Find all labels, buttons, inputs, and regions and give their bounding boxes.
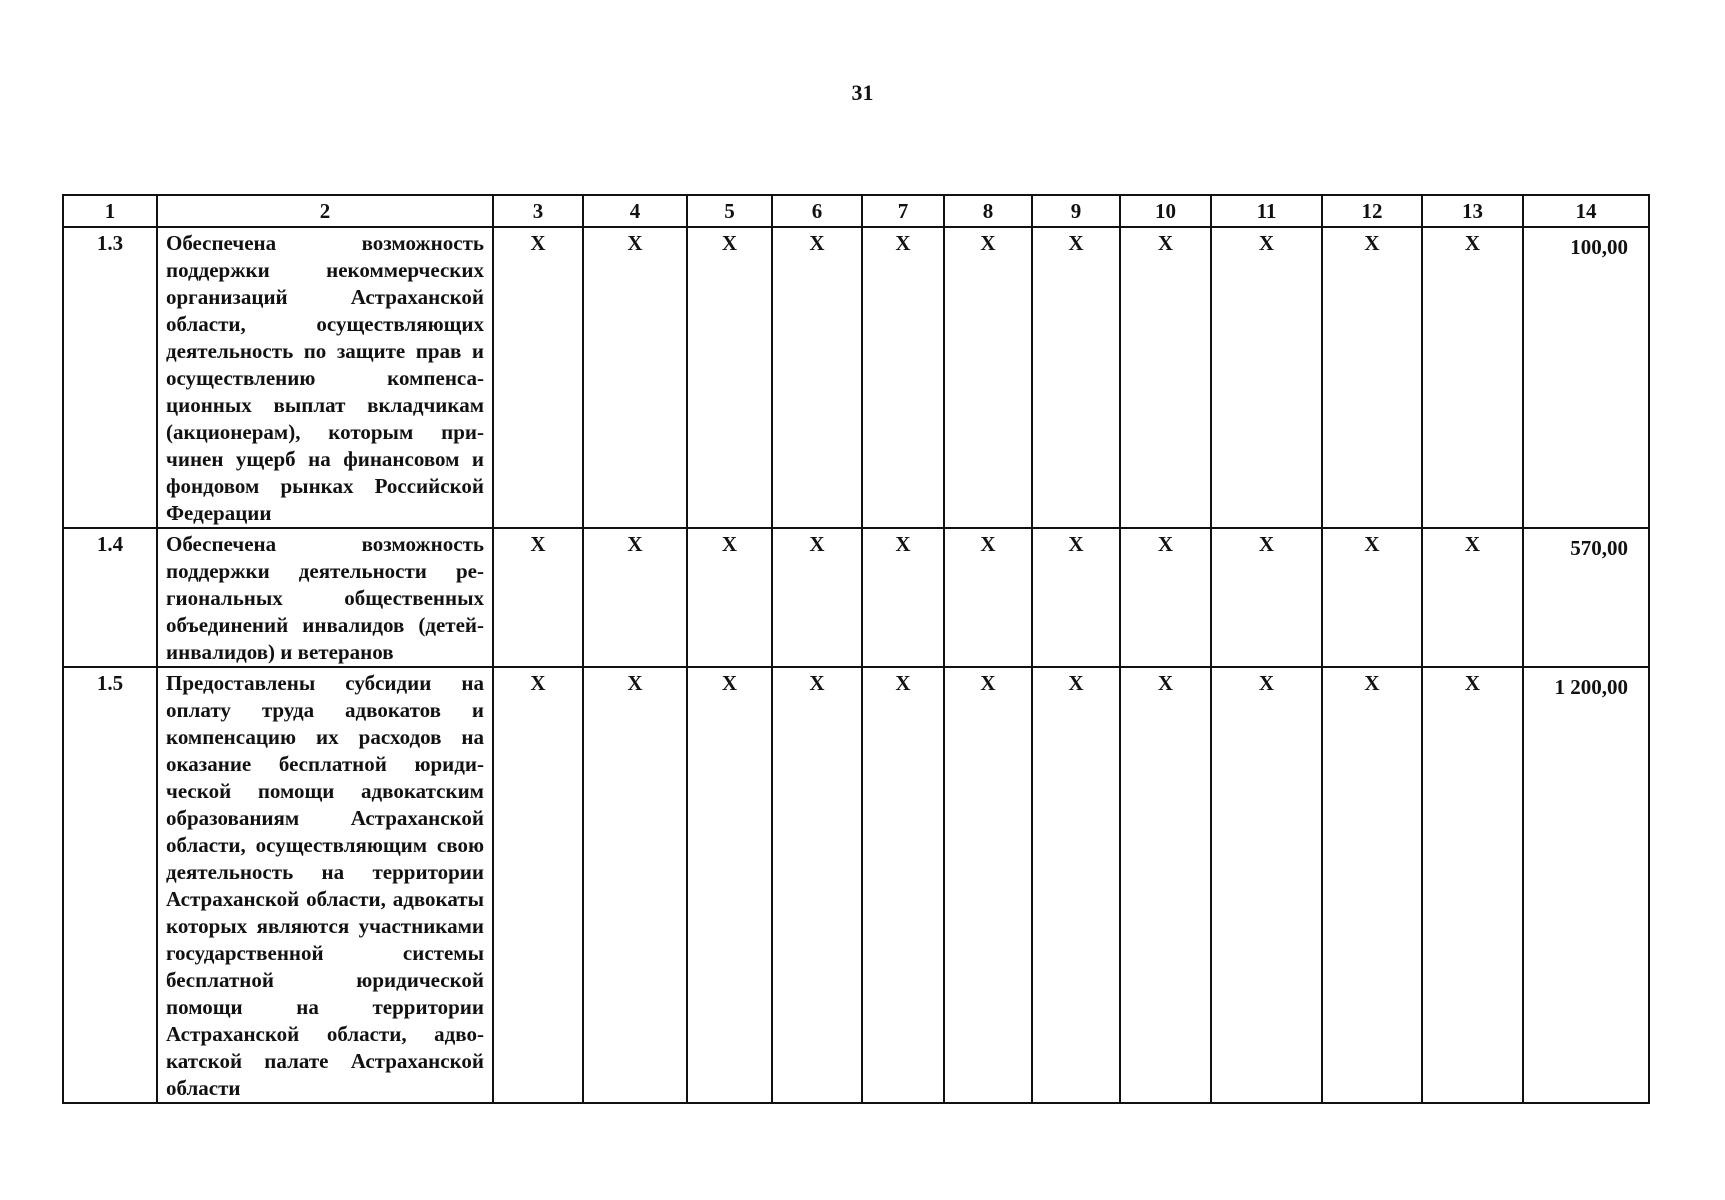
column-header: 8: [944, 195, 1032, 227]
column-header: 2: [157, 195, 493, 227]
column-header: 7: [862, 195, 944, 227]
row-mark: X: [1322, 227, 1422, 528]
column-header: 4: [583, 195, 687, 227]
column-header: 14: [1523, 195, 1649, 227]
row-mark: X: [493, 227, 583, 528]
row-mark: X: [862, 227, 944, 528]
row-mark: X: [583, 227, 687, 528]
row-mark: X: [1211, 227, 1322, 528]
row-mark: X: [583, 528, 687, 667]
column-header: 13: [1422, 195, 1523, 227]
row-mark: X: [1211, 528, 1322, 667]
column-header: 1: [63, 195, 157, 227]
row-mark: X: [772, 667, 862, 1103]
row-amount: 570,00: [1523, 528, 1649, 667]
page-number: 31: [851, 80, 874, 105]
table-row: [63, 667, 1649, 1103]
row-mark: X: [944, 528, 1032, 667]
row-mark: X: [862, 528, 944, 667]
column-header: 5: [687, 195, 772, 227]
table-row: [63, 528, 1649, 667]
column-header: 9: [1032, 195, 1120, 227]
column-header: 6: [772, 195, 862, 227]
row-amount: 1 200,00: [1523, 667, 1649, 1103]
row-mark: X: [1032, 667, 1120, 1103]
column-header: 12: [1322, 195, 1422, 227]
row-number: 1.5: [63, 667, 157, 1103]
row-mark: X: [1422, 528, 1523, 667]
row-mark: X: [1120, 227, 1211, 528]
row-mark: X: [944, 667, 1032, 1103]
row-mark: X: [687, 667, 772, 1103]
header-row: [63, 195, 1649, 227]
row-mark: X: [1322, 667, 1422, 1103]
row-mark: X: [862, 667, 944, 1103]
row-mark: X: [1120, 528, 1211, 667]
row-mark: X: [1422, 227, 1523, 528]
row-mark: X: [1211, 667, 1322, 1103]
row-mark: X: [687, 528, 772, 667]
row-mark: X: [1032, 528, 1120, 667]
column-header: 11: [1211, 195, 1322, 227]
row-description: Обеспечена возможность поддержки некоммерческих организаций Астраханской области, осуществляющих деятельность по защите прав и осуществлению компенсационных выплат вкладчикам (акционерам), которым причинен ущерб на финансовом и фондовом рынках Российской Федерации: [157, 227, 493, 528]
table-row: [63, 227, 1649, 528]
column-header: 3: [493, 195, 583, 227]
row-amount: 100,00: [1523, 227, 1649, 528]
row-mark: X: [1032, 227, 1120, 528]
row-number: 1.4: [63, 528, 157, 667]
row-mark: X: [583, 667, 687, 1103]
row-mark: X: [687, 227, 772, 528]
column-header: 10: [1120, 195, 1211, 227]
row-number: 1.3: [63, 227, 157, 528]
row-mark: X: [1422, 667, 1523, 1103]
row-description: Предоставлены субсидии на оплату труда адвокатов и компенсацию их расходов на оказание бесплатной юридической помощи адвокатским образованиям Астраханской области, осуществляющим свою деятельность на территории Астраханской области, адвокаты которых являются участниками государственной системы бесплатной юридической помощи на территории Астраханской области, адвокатской палате Астраханской области: [157, 667, 493, 1103]
row-mark: X: [772, 227, 862, 528]
row-mark: X: [1322, 528, 1422, 667]
row-mark: X: [772, 528, 862, 667]
data-table: [62, 194, 1650, 1104]
row-mark: X: [493, 528, 583, 667]
row-mark: X: [493, 667, 583, 1103]
row-description: Обеспечена возможность поддержки деятельности региональных общественных объединений инвалидов (детей-инвалидов) и ветеранов: [157, 528, 493, 667]
row-mark: X: [944, 227, 1032, 528]
row-mark: X: [1120, 667, 1211, 1103]
